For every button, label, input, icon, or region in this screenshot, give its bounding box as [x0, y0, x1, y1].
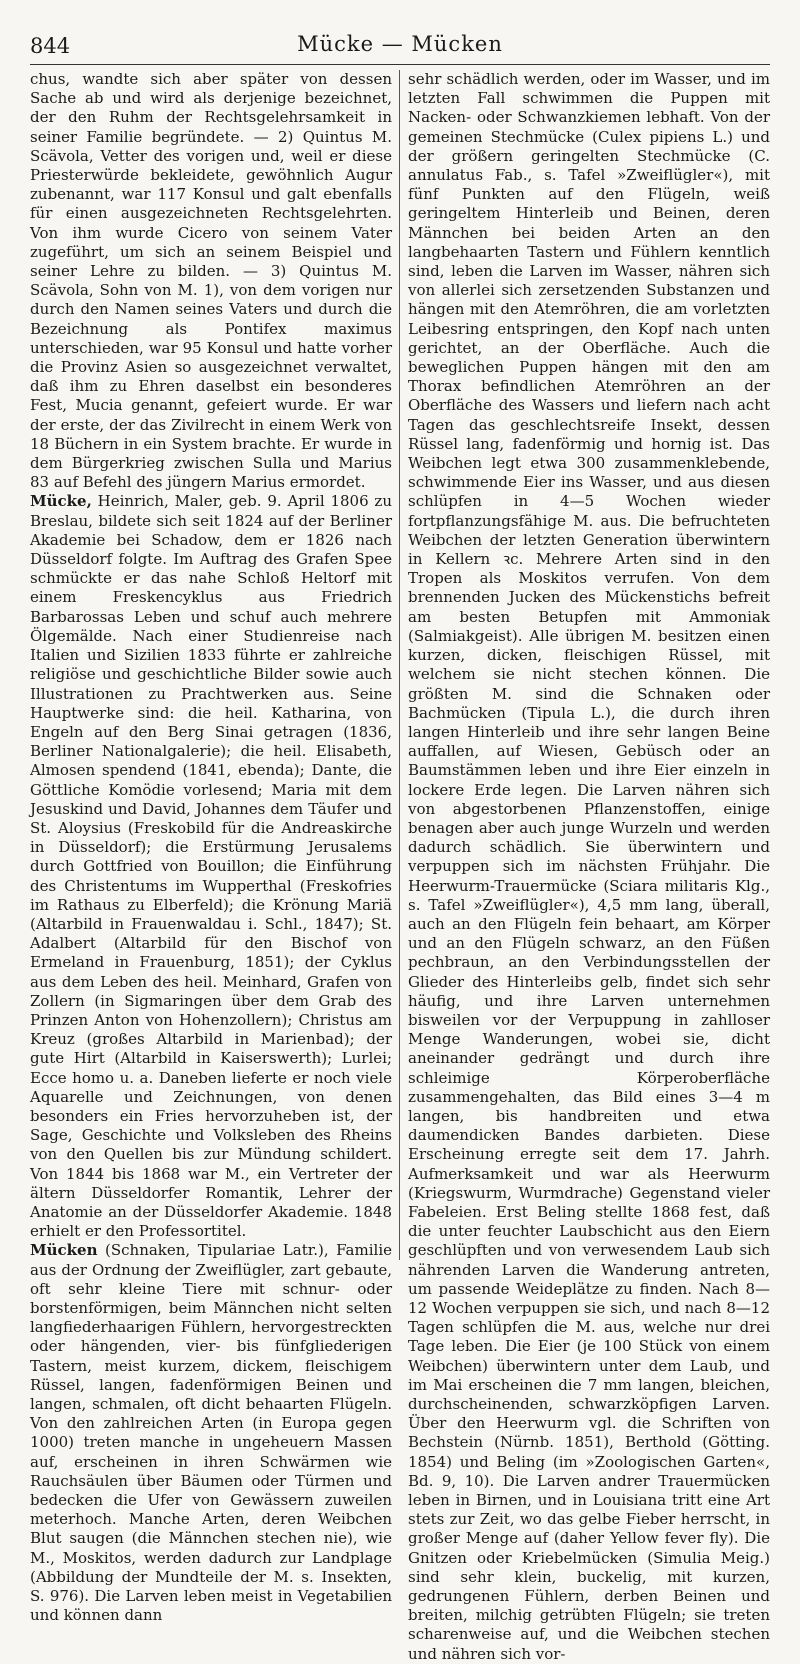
entry-headword: Mücke, [30, 492, 92, 511]
entry-body: Maler, geb. 9. April 1806 zu Breslau, bildete sich seit 1824 auf der Berliner Akademie bei Schadow, dem er 1826 nach Düsseldorf folgte. Im Auftrag des Grafen Spee schmückte er das nahe Schloß Heltorf mit einem Freskencyklus aus Friedrich Barbarossas Leben und schuf auch mehrere Ölgemälde. Nach einer Studienreise nach Italien und Sizilien 1833 führte er zahlreiche religiöse und geschichtliche Bilder sowie auch Illustrationen zu Prachtwerken aus. Seine Hauptwerke sind: die heil. Katharina, von Engeln auf den Berg Sinai getragen (1836, Berliner Nationalgalerie); die heil. Elisabeth, Almosen spendend (1841, ebenda); Dante, die Göttliche Komödie vorlesend; Maria mit dem Jesuskind und David, Johannes dem Täufer und St. Aloysius (Freskobild für die Andreaskirche in Düsseldorf); die Erstürmung Jerusalems durch Gottfried von Bouillon; die Einführung des Christentums im Wupperthal (Freskofries im Rathaus zu Elberfeld); die Krönung Mariä (Altarbild in Frauenwaldau i. Schl., 1847); St. Adalbert (Altarbild für den Bischof von Ermeland in Frauenburg, 1851); der Cyklus aus dem Leben des heil. Meinhard, Grafen von Zollern (in Sigmaringen über dem Grab des Prinzen Anton von Hohenzollern); Christus am Kreuz (großes Altarbild in Marienbad); der gute Hirt (Altarbild in Kaiserswerth); Lurlei; Ecce homo u. a. Daneben lieferte er noch viele Aquarelle und Zeichnungen, von denen besonders ein Fries hervorzuheben ist, der Sage, Geschichte und Volksleben des Rheins von den Quellen bis zur Mündung schildert. Von 1844 bis 1868 war M., ein Vertreter der ältern Düsseldorfer Romantik, Lehrer der Anatomie an der Düsseldorfer Akademie. 1848 erhielt er den Professortitel. [30, 492, 392, 1241]
page-number: 844 [30, 34, 71, 58]
entry-muecken-continued: sehr schädlich werden, oder im Wasser, und im letzten Fall schwimmen die Puppen mit Nacken- oder Schwanzkiemen lebhaft. Von der gemeinen Stechmücke (Culex pipiens L.) und der größern geringelten Stechmücke (C. annulatus Fab., s. Tafel »Zweiflügler«), mit fünf Punkten auf den Flügeln, weiß geringeltem Hinterleib und Beinen, deren Männchen bei beiden Arten an den langbehaarten Tastern und Fühlern kenntlich sind, leben die Larven im Wasser, nähren sich von allerlei sich zersetzenden Substanzen und hängen mit den Atemröhren, die am vorletzten Leibesring entspringen, den Kopf nach unten gerichtet, an der Oberfläche. Auch die beweglichen Puppen hängen mit den am Thorax befindlichen Atemröhren an der Oberfläche des Wassers und liefern nach acht Tagen das geschlechtsreife Insekt, dessen Rüssel lang, fadenförmig und hornig ist. Das Weibchen legt etwa 300 zusammenklebende, schwimmende Eier ins Wasser, und aus diesen schlüpfen in 4—5 Wochen wieder fortpflanzungsfähige M. aus. Die befruchteten Weibchen der letzten Generation überwintern in Kellern ꝛc. Mehrere Arten sind in den Tropen als Moskitos verrufen. Von dem brennenden Jucken des Mückenstichs befreit am besten Betupfen mit Ammoniak (Salmiakgeist). Alle übrigen M. besitzen einen kurzen, dicken, fleischigen Rüssel, mit welchem sie nicht stechen können. Die größten M. sind die Schnaken oder Bachmücken (Tipula L.), die durch ihren langen Hinterleib und ihre sehr langen Beine auffallen, auf Wiesen, Gebüsch oder an Baumstämmen leben und ihre Eier einzeln in lockere Erde legen. Die Larven nähren sich von abgestorbenen Pflanzenstoffen, einige benagen aber auch junge Wurzeln und werden dadurch schädlich. Sie überwintern und verpuppen sich im nächsten Frühjahr. Die Heerwurm-Trauermücke (Sciara militaris Klg., s. Tafel »Zweiflügler«), 4,5 mm lang, überall, auch an den Flügeln fein behaart, am Körper und an den Flügeln schwarz, an den Füßen pechbraun, an den Verbindungsstellen der Glieder des Hinterleibs gelb, findet sich sehr häufig, und ihre Larven unternehmen bisweilen vor der Verpuppung in zahlloser Menge Wanderungen, wobei sie, dicht aneinander gedrängt und durch ihre schleimige Körperoberfläche zusammengehalten, das Bild eines 3—4 m langen, bis handbreiten und etwa daumendicken Bandes darbieten. Diese Erscheinung erregte seit dem 17. Jahrh. Aufmerksamkeit und war als Heerwurm (Kriegswurm, Wurmdrache) Gegenstand vieler Fabeleien. Erst Beling stellte 1868 fest, daß die unter feuchter Laubschicht aus den Eiern geschlüpften und von verwesendem Laub sich nährenden Larven die Wanderung antreten, um passende Weideplätze zu finden. Nach 8—12 Wochen verpuppen sie sich, und nach 8—12 Tagen schlüpfen die M. aus, welche nur drei Tage leben. Die Eier (je 100 Stück von einem Weibchen) überwintern unter dem Laub, und im Mai erscheinen die 7 mm langen, bleichen, durchscheinenden, schwarzköpfigen Larven. Über den Heerwurm vgl. die Schriften von Bechstein (Nürnb. 1851), Berthold (Götting. 1854) und Beling (im »Zoologischen Garten«, Bd. 9, 10). Die Larven andrer Trauermücken leben in Birnen, und in Louisiana tritt eine Art stets zur Zeit, wo das gelbe Fieber herrscht, in großer Menge auf (daher Yellow fever fly). Die Gnitzen oder Kriebelmücken (Simulia Meig.) sind sehr klein, buckelig, mit kurzen, gedrungenen Fühlern, derben Beinen und breiten, milchig getrübten Flügeln; sie treten scharenweise auf, und die Weibchen stechen und nähren sich vor- [408, 70, 770, 1663]
entry-muecken [30, 1241, 392, 1625]
header-rule [30, 64, 770, 65]
column-divider [399, 70, 400, 1260]
right-column [408, 70, 770, 1663]
left-column [30, 70, 392, 1625]
entry-headword: Mücken [30, 1241, 98, 1260]
entry-muecke-heinrich [30, 492, 392, 1241]
running-head: Mücke — Mücken [297, 32, 503, 56]
entry-body: (Schnaken, Tipulariae Latr.), Familie aus der Ordnung der Zweiflügler, zart gebaute, oft sehr kleine Tiere mit schnur- oder borstenförmigen, beim Männchen nicht selten langfiederhaarigen Fühlern, hervorgestreckten oder hängenden, vier- bis fünfgliederigen Tastern, meist kurzem, dickem, fleischigem Rüssel, langen, fadenförmigen Beinen und langen, schmalen, oft dicht behaarten Flügeln. Von den zahlreichen Arten (in Europa gegen 1000) treten manche in ungeheuern Massen auf, erscheinen in ihren Schwärmen wie Rauchsäulen über Bäumen oder Türmen und bedecken die Ufer von Gewässern zuweilen meterhoch. Manche Arten, deren Weibchen Blut saugen (die Männchen stechen nie), wie M., Moskitos, werden dadurch zur Landplage (Abbildung der Mundteile der M. s. Insekten, S. 976). Die Larven leben meist in Vegetabilien und können dann [30, 1241, 392, 1625]
entry-scaevola-continued: chus, wandte sich aber später von dessen Sache ab und wird als derjenige bezeichnet, der den Ruhm der Rechtsgelehrsamkeit in seiner Familie begründete. — 2) Quintus M. Scävola, Vetter des vorigen und, weil er diese Priesterwürde bekleidete, gewöhnlich Augur zubenannt, war 117 Konsul und galt ebenfalls für einen ausgezeichneten Rechtsgelehrten. Von ihm wurde Cicero von seinem Vater zugeführt, um sich an seinem Beispiel und seiner Lehre zu bilden. — 3) Quintus M. Scävola, Sohn von M. 1), von dem vorigen nur durch den Namen seines Vaters und durch die Bezeichnung als Pontifex maximus unterschieden, war 95 Konsul und hatte vorher die Provinz Asien so ausgezeichnet verwaltet, daß ihm zu Ehren daselbst ein besonderes Fest, Mucia genannt, gefeiert wurde. Er war der erste, der das Zivilrecht in einem Werk von 18 Büchern in ein System brachte. Er wurde in dem Bürgerkrieg zwischen Sulla und Marius 83 auf Befehl des jüngern Marius ermordet. [30, 70, 392, 492]
entry-name: Heinrich, [91, 492, 169, 511]
page-header [30, 30, 770, 62]
